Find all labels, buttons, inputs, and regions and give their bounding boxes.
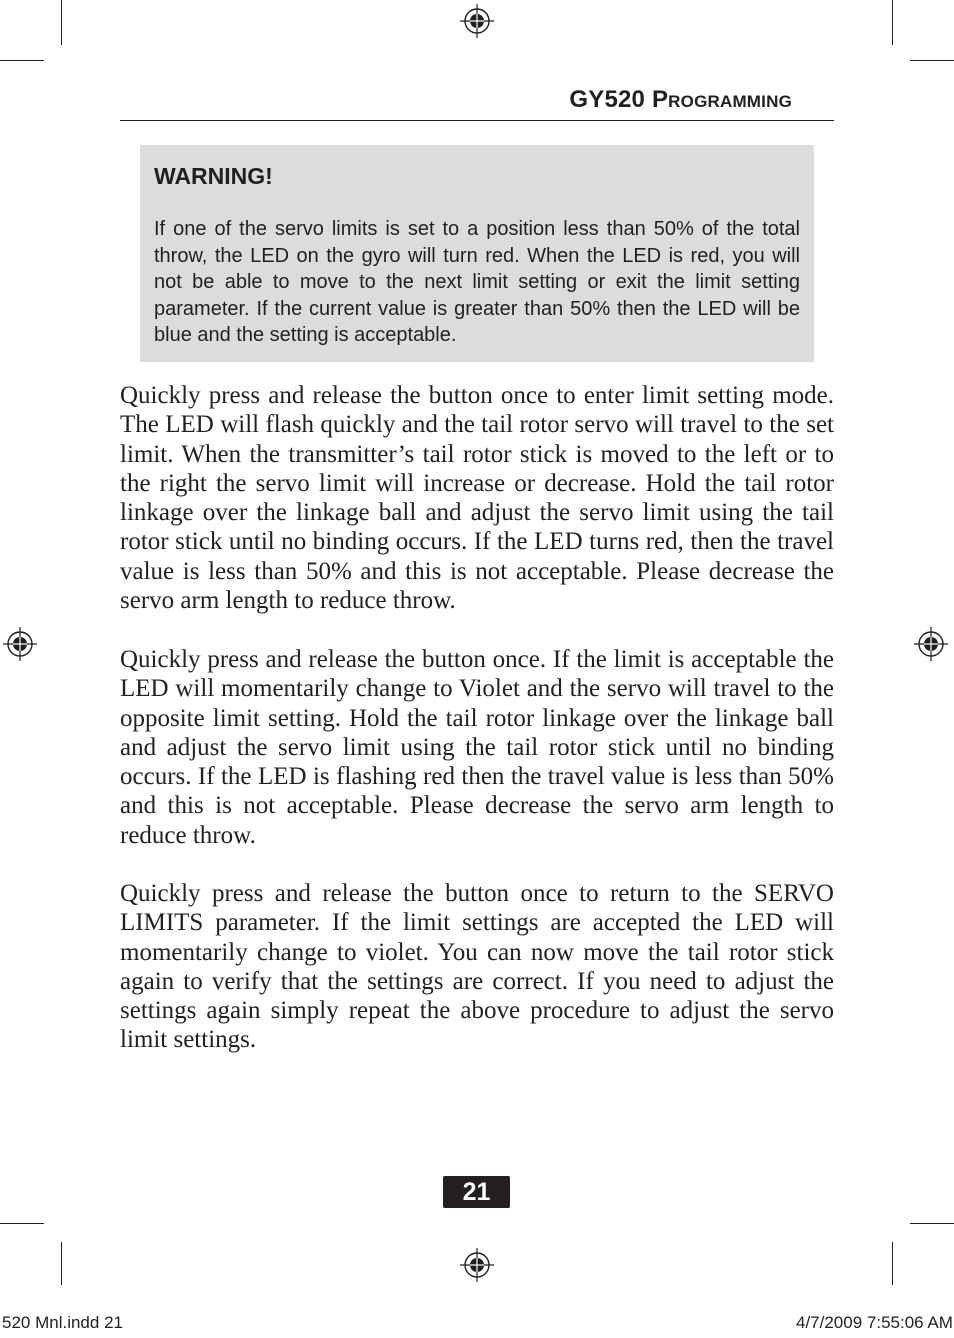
crop-mark-top-right <box>892 0 893 45</box>
crop-mark-bottom-right <box>892 1242 893 1285</box>
slug-timestamp: 4/7/2009 7:55:06 AM <box>796 1313 953 1332</box>
body-paragraph: Quickly press and release the button once. If the limit is acceptable the LED will momentarily change to Violet and the servo will travel to the opposite limit setting. Hold the tail rotor linkage over the linkage ball and adjust the servo limit using the tail rotor stick until no binding occurs. If the LED is flashing red then the travel value is less than 50% and this is not acceptable. Please decrease the servo arm length to reduce throw. <box>120 646 834 849</box>
header-rule <box>120 120 834 121</box>
warning-title: WARNING! <box>154 163 273 189</box>
registration-mark-right-icon <box>914 627 948 661</box>
running-header-title: GY520 Programming <box>569 86 792 113</box>
crop-mark-top-left <box>61 0 62 45</box>
warning-box <box>140 145 814 362</box>
crop-mark-bottom-right-horizontal <box>910 1223 954 1224</box>
crop-mark-top-left-horizontal <box>0 60 44 61</box>
crop-mark-top-right-horizontal <box>910 60 954 61</box>
warning-text: If one of the servo limits is set to a position less than 50% of the total throw, the LED on the gyro will turn red. When the LED is red, you will not be able to move to the next limit setting or exit the limit setting parameter. If the current value is greater than 50% then the LED will be blue and the setting is acceptable. <box>154 218 800 346</box>
registration-mark-bottom-icon <box>460 1248 494 1282</box>
slug-filename: 520 Mnl.indd 21 <box>2 1313 123 1332</box>
crop-mark-bottom-left-horizontal <box>0 1223 44 1224</box>
body-paragraph: Quickly press and release the button once to return to the SERVO LIMITS parameter. If the limit settings are accepted the LED will momentarily change to violet. You can now move the tail rotor stick again to verify that the settings are correct. If you need to adjust the settings again simply repeat the above procedure to adjust the servo limit settings. <box>120 880 834 1054</box>
registration-mark-top-icon <box>460 4 494 38</box>
crop-mark-bottom-left <box>61 1242 62 1285</box>
page-number-badge: 21 <box>443 1176 510 1208</box>
registration-mark-left-icon <box>3 627 37 661</box>
body-paragraph: Quickly press and release the button once to enter limit setting mode. The LED will flash quickly and the tail rotor servo will travel to the set limit. When the transmitter’s tail rotor stick is moved to the left or to the right the servo limit will increase or decrease. Hold the tail rotor linkage over the linkage ball and adjust the servo limit using the tail rotor stick until no binding occurs. If the LED turns red, then the travel value is less than 50% and this is not acceptable. Please decrease the servo arm length to reduce throw. <box>120 382 834 615</box>
